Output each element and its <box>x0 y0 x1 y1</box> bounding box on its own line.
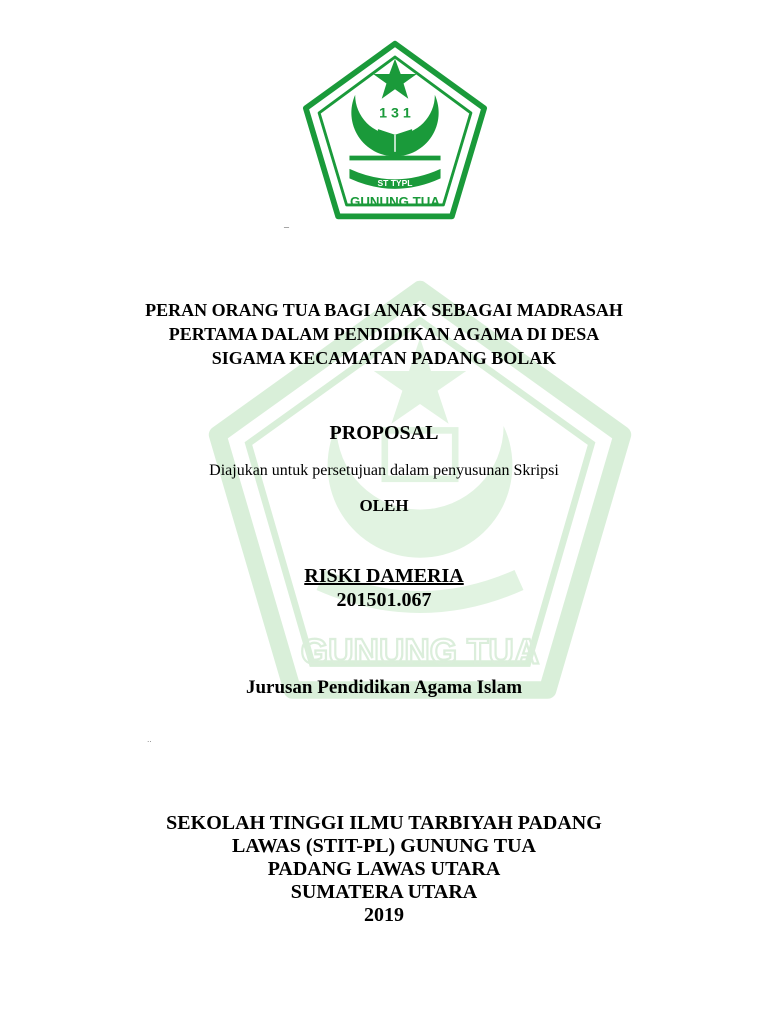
department: Jurusan Pendidikan Agama Islam <box>245 677 523 698</box>
title-line: PERTAMA DALAM PENDIDIKAN AGAMA DI DESA <box>168 324 600 344</box>
scan-mark: – <box>284 222 289 233</box>
by-label: OLEH <box>359 496 409 515</box>
institution-block <box>0 812 768 927</box>
institution-year: 2019 <box>364 904 404 926</box>
title-line: SIGAMA KECAMATAN PADANG BOLAK <box>211 348 557 368</box>
institution-line: SEKOLAH TINGGI ILMU TARBIYAH PADANG <box>166 812 602 834</box>
title-line: PERAN ORANG TUA BAGI ANAK SEBAGAI MADRASAH <box>145 300 623 320</box>
institution-logo <box>300 38 490 223</box>
institution-line: LAWAS (STIT-PL) GUNUNG TUA <box>232 835 536 857</box>
watermark-text: GUNUNG TUA <box>300 632 540 672</box>
institution-line: PADANG LAWAS UTARA <box>267 858 501 880</box>
logo-banner-text: ST TYPL <box>377 178 413 188</box>
author-name: RISKI DAMERIA <box>304 565 464 587</box>
document-type: PROPOSAL <box>329 422 439 444</box>
svg-text:1 3 1: 1 3 1 <box>379 105 411 122</box>
document-subtitle: Diajukan untuk persetujuan dalam penyusunan Skripsi <box>209 462 559 479</box>
logo-text: GUNUNG TUA <box>350 193 440 209</box>
document-title <box>0 298 768 370</box>
scan-mark: ·· <box>147 738 152 746</box>
author-id: 201501.067 <box>336 589 432 611</box>
institution-line: SUMATERA UTARA <box>290 881 478 903</box>
author-block <box>0 564 768 612</box>
